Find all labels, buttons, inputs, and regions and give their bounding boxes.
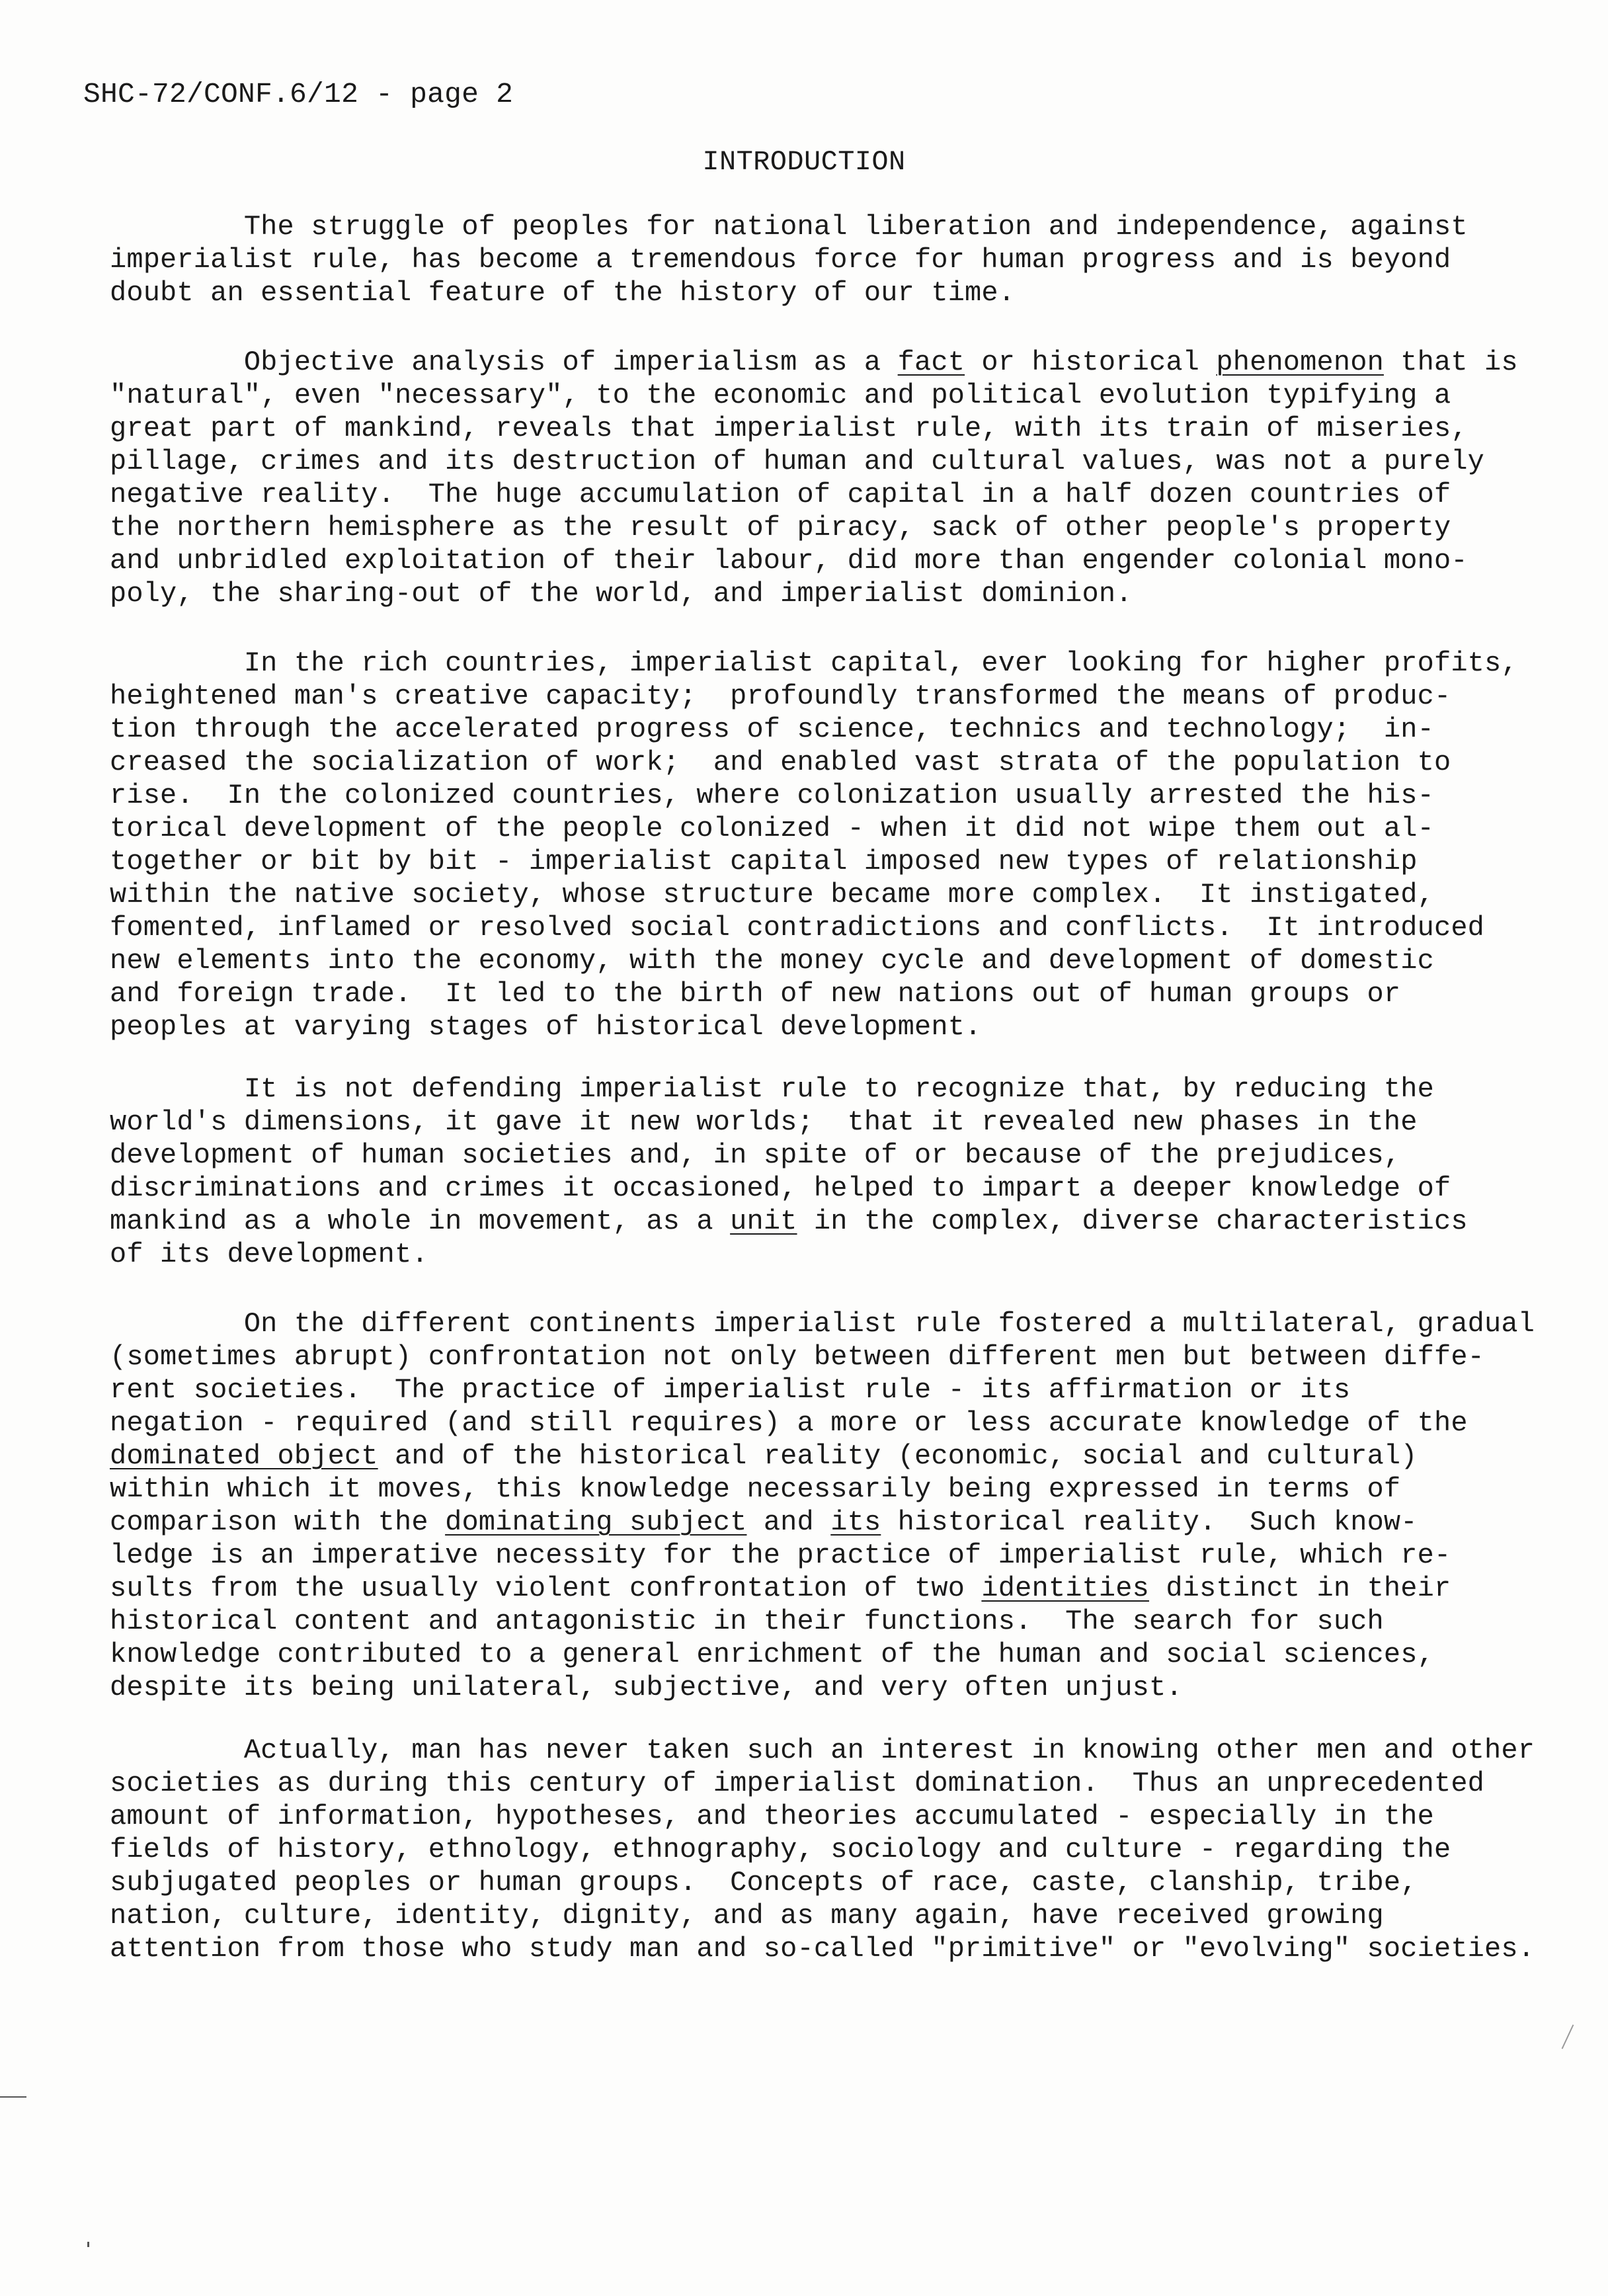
text-line [110,1307,1535,1340]
text-run: fields of history, ethnology, ethnography, sociology and culture - regarding the [110,1834,1451,1866]
text-line [110,412,1518,445]
text-run: negation - required (and still requires) a more or less accurate knowledge of the [110,1407,1468,1439]
text-run: creased the socialization of work; and enabled vast strata of the population to [110,747,1451,778]
text-run: in the complex, diverse characteristics [797,1206,1468,1237]
text-run: the northern hemisphere as the result of piracy, sack of other people's property [110,512,1451,544]
text-line [110,1539,1535,1572]
underlined-term: its [830,1506,881,1538]
text-run: together or bit by bit - imperialist capital imposed new types of relationship [110,846,1418,878]
text-line [110,1106,1468,1139]
text-run: ledge is an imperative necessity for the practice of imperialist rule, which re- [110,1539,1451,1571]
paragraph-4 [110,1073,1468,1271]
scan-artifact-bottom [87,2242,89,2247]
text-line [110,977,1518,1010]
text-run: It is not defending imperialist rule to recognize that, by reducing the [110,1073,1434,1105]
scan-artifact-right [1562,2024,1574,2049]
text-line [110,1572,1535,1605]
text-run: tion through the accelerated progress of science, technics and technology; in- [110,714,1434,745]
text-line [110,647,1518,680]
text-run: On the different continents imperialist rule fostered a multilateral, gradual [110,1308,1535,1340]
text-line [110,713,1518,746]
text-line [110,1800,1535,1833]
text-line [110,1073,1468,1106]
underlined-term: dominated object [110,1440,378,1472]
text-line [110,1407,1535,1440]
text-run: knowledge contributed to a general enrichment of the human and social sciences, [110,1639,1434,1670]
paragraph-3 [110,647,1518,1044]
text-run: mankind as a whole in movement, as a [110,1206,731,1237]
text-run: historical content and antagonistic in their functions. The search for such [110,1606,1384,1637]
text-line [110,1238,1468,1271]
text-run: rent societies. The practice of imperialist rule - its affirmation or its [110,1374,1351,1406]
text-run: and of the historical reality (economic, social and cultural) [378,1440,1418,1472]
text-line [110,779,1518,812]
text-line [110,1506,1535,1539]
text-run: negative reality. The huge accumulation of capital in a half dozen countries of [110,479,1451,511]
text-run: Objective analysis of imperialism as a [110,347,898,378]
text-line [110,1205,1468,1238]
underlined-term: phenomenon [1216,347,1384,378]
text-run: In the rich countries, imperialist capital, ever looking for higher profits, [110,647,1518,679]
text-run: within the native society, whose structure became more complex. It instigated, [110,879,1434,911]
text-run: fomented, inflamed or resolved social contradictions and conflicts. It introduced [110,912,1485,944]
text-line [110,1734,1535,1767]
text-run: subjugated peoples or human groups. Concepts of race, caste, clanship, tribe, [110,1867,1418,1899]
text-line [110,1139,1468,1172]
text-line [110,1833,1535,1866]
text-run: amount of information, hypotheses, and theories accumulated - especially in the [110,1801,1434,1832]
text-line [110,276,1468,309]
text-line [110,812,1518,845]
text-line [110,445,1518,478]
text-run: historical reality. Such know- [881,1506,1418,1538]
text-line [110,478,1518,511]
text-run: "natural", even "necessary", to the economic and political evolution typifying a [110,380,1451,411]
text-line [110,511,1518,544]
text-line [110,1340,1535,1374]
text-run: Actually, man has never taken such an interest in knowing other men and other [110,1735,1535,1766]
text-run: great part of mankind, reveals that imperialist rule, with its train of miseries, [110,413,1468,444]
text-line [110,878,1518,911]
text-run: and foreign trade. It led to the birth of new nations out of human groups or [110,978,1401,1010]
text-line [110,1899,1535,1932]
text-run: poly, the sharing-out of the world, and imperialist dominion. [110,578,1133,610]
text-line [110,746,1518,779]
text-line [110,544,1518,577]
text-line [110,1671,1535,1704]
underlined-term: dominating subject [445,1506,747,1538]
paragraph-2 [110,346,1518,610]
text-run: peoples at varying stages of historical development. [110,1011,982,1043]
paragraph-5 [110,1307,1535,1704]
text-run: rise. In the colonized countries, where colonization usually arrested the his- [110,780,1434,811]
underlined-term: fact [897,347,965,378]
text-run: societies as during this century of imperialist domination. Thus an unprecedented [110,1768,1485,1799]
text-line [110,1866,1535,1899]
text-run: (sometimes abrupt) confrontation not only between different men but between diffe- [110,1341,1485,1373]
text-run: or historical [965,347,1217,378]
text-run: despite its being unilateral, subjective, and very often unjust. [110,1672,1183,1703]
underlined-term: unit [730,1206,797,1237]
text-run: imperialist rule, has become a tremendous force for human progress and is beyond [110,244,1451,276]
text-line [110,1638,1535,1671]
text-run: The struggle of peoples for national liberation and independence, against [110,211,1468,243]
text-run: pillage, crimes and its destruction of human and cultural values, was not a purely [110,446,1485,477]
text-run: of its development. [110,1239,428,1270]
text-line [110,1473,1535,1506]
scan-artifact-left [0,2096,26,2098]
text-line [110,243,1468,276]
section-title: INTRODUCTION [702,146,906,178]
text-run: distinct in their [1148,1573,1451,1604]
text-line [110,680,1518,713]
text-line [110,845,1518,878]
text-run: nation, culture, identity, dignity, and as many again, have received growing [110,1900,1384,1932]
text-line [110,1767,1535,1800]
text-run: that is [1383,347,1518,378]
text-run: attention from those who study man and so-called "primitive" or "evolving" societies. [110,1933,1535,1965]
text-run: new elements into the economy, with the money cycle and development of domestic [110,945,1434,977]
text-line [110,1605,1535,1638]
text-line [110,577,1518,610]
text-line [110,346,1518,379]
text-run: world's dimensions, it gave it new worlds; that it revealed new phases in the [110,1106,1418,1138]
text-run: sults from the usually violent confrontation of two [110,1573,982,1604]
text-run: discriminations and crimes it occasioned, helped to impart a deeper knowledge of [110,1172,1451,1204]
text-line [110,911,1518,944]
text-run: development of human societies and, in spite of or because of the prejudices, [110,1139,1401,1171]
text-run: heightened man's creative capacity; profoundly transformed the means of produc- [110,680,1451,712]
text-line [110,1374,1535,1407]
text-run: doubt an essential feature of the history of our time. [110,277,1016,309]
text-run: and unbridled exploitation of their labour, did more than engender colonial mono- [110,545,1468,577]
text-line [110,1440,1535,1473]
text-line [110,1172,1468,1205]
text-line [110,210,1468,243]
underlined-term: identities [981,1573,1149,1604]
text-line [110,1932,1535,1965]
paragraph-1 [110,210,1468,309]
text-line [110,944,1518,977]
text-run: and [746,1506,831,1538]
text-line [110,1010,1518,1044]
text-run: within which it moves, this knowledge necessarily being expressed in terms of [110,1473,1401,1505]
paragraph-6 [110,1734,1535,1965]
text-run: torical development of the people colonized - when it did not wipe them out al- [110,813,1434,844]
text-line [110,379,1518,412]
document-reference-header: SHC-72/CONF.6/12 - page 2 [83,78,514,110]
text-run: comparison with the [110,1506,446,1538]
